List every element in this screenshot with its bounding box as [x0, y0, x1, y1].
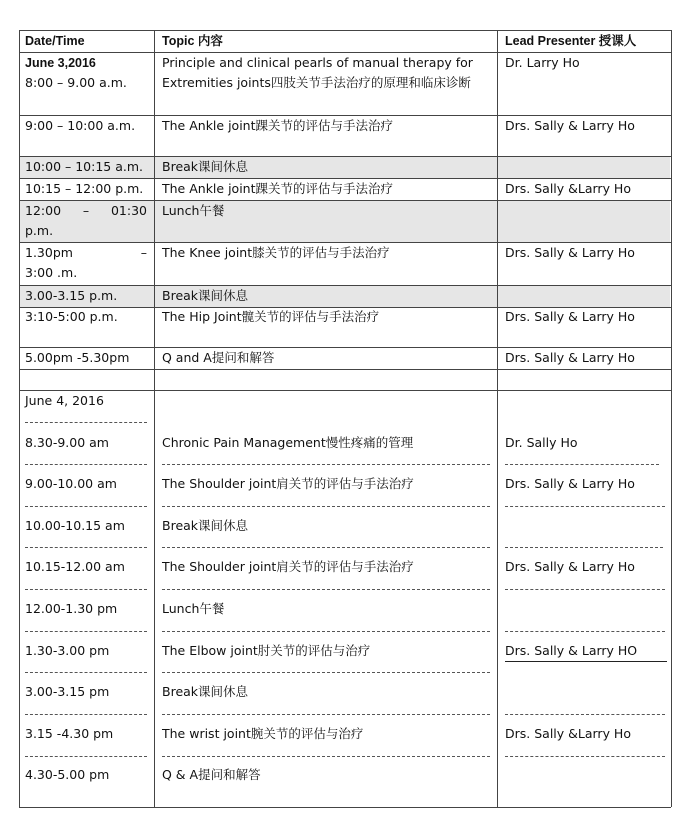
- time-cell: 10.00-10.15 am: [25, 518, 125, 533]
- presenter-cell: Drs. Sally & Larry Ho: [505, 476, 635, 491]
- presenter-dash-divider: [505, 756, 665, 757]
- topic-cell: The wrist joint腕关节的评估与治疗: [162, 726, 364, 741]
- time-cell: 3.00-3.15 pm: [25, 684, 110, 699]
- topic-cell: Break课间休息: [162, 518, 249, 533]
- day1-date: June 3,2016: [25, 56, 96, 70]
- column-divider: [19, 30, 20, 807]
- presenter-cell: Drs. Sally & Larry HO: [505, 643, 638, 658]
- time-dash-divider: [25, 631, 147, 632]
- presenter-cell: Drs. Sally & Larry Ho: [505, 350, 635, 365]
- topic-cell: The Shoulder joint肩关节的评估与手法治疗: [162, 476, 414, 491]
- presenter-dash-divider: [505, 631, 665, 632]
- presenter-dash-divider: [505, 506, 665, 507]
- topic-dash-divider: [162, 464, 490, 465]
- time-dash-divider: [25, 589, 147, 590]
- time-dash-divider: [25, 672, 147, 673]
- time-cell: [25, 201, 147, 221]
- time-cell: 5.00pm -5.30pm: [25, 350, 130, 365]
- presenter-cell: Drs. Sally &Larry Ho: [505, 726, 631, 741]
- time-cell: 3.15 -4.30 pm: [25, 726, 114, 741]
- time-cell: 10:15 – 12:00 p.m.: [25, 181, 144, 196]
- column-divider: [154, 30, 155, 807]
- topic-dash-divider: [162, 589, 490, 590]
- time-cell: 10.15-12.00 am: [25, 559, 125, 574]
- time-cell: 8:00 – 9.00 a.m.: [25, 75, 127, 90]
- topic-cell: The Hip Joint髋关节的评估与手法治疗: [162, 309, 380, 324]
- time-dash: –: [140, 245, 147, 260]
- presenter-underline: [505, 661, 667, 662]
- topic-dash-divider: [162, 631, 490, 632]
- topic-cell: Chronic Pain Management慢性疼痛的管理: [162, 435, 414, 450]
- time-cell: 3.00-3.15 p.m.: [25, 288, 118, 303]
- topic-dash-divider: [162, 547, 490, 548]
- topic-cell: The Elbow joint肘关节的评估与治疗: [162, 643, 371, 658]
- topic-dash-divider: [162, 714, 490, 715]
- topic-cell: Break课间休息: [162, 288, 249, 303]
- time-dash-divider: [25, 422, 147, 423]
- time-cell: 9:00 – 10:00 a.m.: [25, 118, 136, 133]
- topic-dash-divider: [162, 672, 490, 673]
- presenter-dash-divider: [505, 547, 663, 548]
- presenter-cell: Drs. Sally & Larry Ho: [505, 559, 635, 574]
- time-dash-divider: [25, 506, 147, 507]
- presenter-cell: Dr. Sally Ho: [505, 435, 578, 450]
- time-cell: 12.00-1.30 pm: [25, 601, 118, 616]
- time-dash: –: [82, 203, 90, 218]
- topic-cell: Lunch午餐: [162, 601, 225, 616]
- column-divider: [671, 30, 672, 807]
- topic-cell: Q & A提问和解答: [162, 767, 261, 782]
- topic-cell: Break课间休息: [162, 159, 249, 174]
- presenter-dash-divider: [505, 589, 665, 590]
- topic-cell: Break课间休息: [162, 684, 249, 699]
- time-cell: 1.30-3.00 pm: [25, 643, 110, 658]
- column-divider: [497, 30, 498, 807]
- topic-cell: The Shoulder joint肩关节的评估与手法治疗: [162, 559, 414, 574]
- presenter-cell: Drs. Sally & Larry Ho: [505, 309, 635, 324]
- presenter-dash-divider: [505, 714, 665, 715]
- time-dash-divider: [25, 547, 147, 548]
- time-cell: 9.00-10.00 am: [25, 476, 117, 491]
- time-start: 12:00: [25, 203, 62, 218]
- topic-cell: Principle and clinical pearls of manual therapy for Extremities joints四肢关节手法治疗的原理和临床诊断: [162, 55, 473, 90]
- time-cell: 10:00 – 10:15 a.m.: [25, 159, 143, 174]
- topic-cell: Q and A提问和解答: [162, 350, 275, 365]
- day2-date: June 4, 2016: [25, 393, 104, 408]
- time-suffix: 3:00 .m.: [25, 265, 78, 280]
- time-cell: [25, 243, 147, 263]
- topic-cell: The Knee joint膝关节的评估与手法治疗: [162, 245, 390, 260]
- presenter-cell: Drs. Sally &Larry Ho: [505, 181, 631, 196]
- time-start: 1.30pm: [25, 245, 73, 260]
- topic-dash-divider: [162, 506, 490, 507]
- row-divider: [19, 369, 671, 370]
- time-dash-divider: [25, 756, 147, 757]
- row-divider: [19, 390, 671, 391]
- time-dash-divider: [25, 714, 147, 715]
- time-end: 01:30: [110, 203, 147, 218]
- time-dash-divider: [25, 464, 147, 465]
- topic-cell: Lunch午餐: [162, 203, 225, 218]
- presenter-cell: Drs. Sally & Larry Ho: [505, 118, 635, 133]
- topic-dash-divider: [162, 756, 490, 757]
- topic-cell: The Ankle joint踝关节的评估与手法治疗: [162, 181, 393, 196]
- time-cell: 4.30-5.00 pm: [25, 767, 110, 782]
- time-cell: 8.30-9.00 am: [25, 435, 109, 450]
- header-presenter: Lead Presenter 授课人: [505, 34, 637, 48]
- topic-cell: The Ankle joint踝关节的评估与手法治疗: [162, 118, 393, 133]
- presenter-cell: Drs. Sally & Larry Ho: [505, 245, 635, 260]
- presenter-cell: Dr. Larry Ho: [505, 55, 580, 70]
- presenter-dash-divider: [505, 464, 659, 465]
- header-topic: Topic 内容: [162, 34, 223, 48]
- header-datetime: Date/Time: [25, 34, 85, 48]
- time-cell: 3:10-5:00 p.m.: [25, 309, 118, 324]
- time-suffix: p.m.: [25, 223, 54, 238]
- row-divider: [19, 807, 671, 808]
